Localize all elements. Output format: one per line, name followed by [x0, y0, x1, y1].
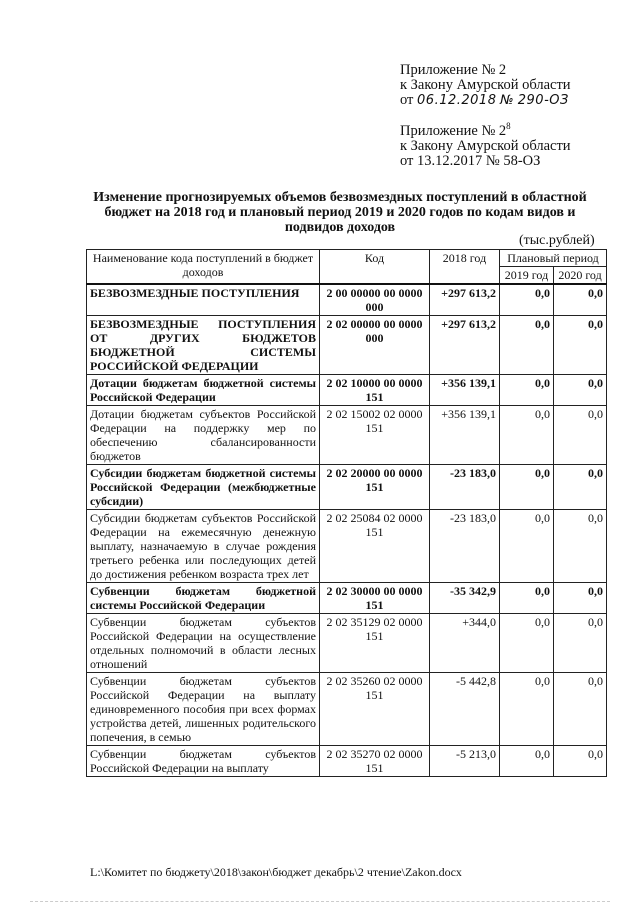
row-2018: +344,0 — [430, 614, 500, 673]
row-2019: 0,0 — [500, 406, 554, 465]
row-2020: 0,0 — [554, 465, 607, 510]
row-2018: +356 139,1 — [430, 375, 500, 406]
file-path-footer: L:\Комитет по бюджету\2018\закон\бюджет декабрь\2 чтение\Zakon.docx — [90, 865, 462, 879]
row-2018: -5 213,0 — [430, 746, 500, 777]
row-2018: +297 613,2 — [430, 284, 500, 316]
row-name: Субсидии бюджетам бюджетной системы Российской Федерации (межбюджетные субсидии) — [87, 465, 320, 510]
annex-2-law: к Закону Амурской области — [400, 77, 571, 93]
row-code: 2 02 30000 00 0000 151 — [320, 583, 430, 614]
row-2018: -23 183,0 — [430, 510, 500, 583]
row-code: 2 02 20000 00 0000 151 — [320, 465, 430, 510]
table-row — [87, 284, 607, 316]
row-2019: 0,0 — [500, 465, 554, 510]
table-row — [87, 583, 607, 614]
row-2019: 0,0 — [500, 510, 554, 583]
income-table — [86, 249, 607, 777]
annex-2-date-line — [400, 93, 571, 108]
row-2020: 0,0 — [554, 510, 607, 583]
annex-2-8-superscript: 8 — [506, 121, 511, 131]
table-row — [87, 406, 607, 465]
row-2020: 0,0 — [554, 375, 607, 406]
annex-2-date-prefix: от — [400, 92, 414, 108]
row-code: 2 00 00000 00 0000 000 — [320, 284, 430, 316]
row-2018: -35 342,9 — [430, 583, 500, 614]
row-2020: 0,0 — [554, 284, 607, 316]
row-name: Дотации бюджетам субъектов Российской Федерации на поддержку мер по обеспечению сбалансированности бюджетов — [87, 406, 320, 465]
row-name: Субвенции бюджетам субъектов Российской Федерации на осуществление отдельных полномочий в области лесных отношений — [87, 614, 320, 673]
table-row — [87, 465, 607, 510]
row-2019: 0,0 — [500, 316, 554, 375]
header-2018: 2018 год — [430, 250, 500, 285]
row-name: Субвенции бюджетам бюджетной системы Российской Федерации — [87, 583, 320, 614]
row-code: 2 02 25084 02 0000 151 — [320, 510, 430, 583]
table-row — [87, 746, 607, 777]
handwritten-number: 290-ОЗ — [517, 93, 569, 108]
row-2020: 0,0 — [554, 316, 607, 375]
annex-2-label: Приложение № 2 — [400, 62, 507, 78]
handwritten-date: 06.12.2018 — [417, 93, 497, 108]
header-2019: 2019 год — [500, 267, 554, 285]
row-2019: 0,0 — [500, 583, 554, 614]
annex-2-8-date: от 13.12.2017 № 58-ОЗ — [400, 153, 541, 169]
annex-2-8-law: к Закону Амурской области — [400, 138, 571, 154]
units-label: (тыс.рублей) — [519, 233, 595, 248]
header-plan-period: Плановый период — [500, 250, 607, 267]
row-2020: 0,0 — [554, 583, 607, 614]
row-name: Субвенции бюджетам субъектов Российской Федерации на выплату единовременного пособия при всех формах устройства детей, лишенных родительского попечения, в семью — [87, 673, 320, 746]
row-2020: 0,0 — [554, 614, 607, 673]
page-edge-divider — [30, 901, 610, 903]
row-2018: -5 442,8 — [430, 673, 500, 746]
row-2019: 0,0 — [500, 614, 554, 673]
row-code: 2 02 00000 00 0000 000 — [320, 316, 430, 375]
table-row — [87, 510, 607, 583]
document-title: Изменение прогнозируемых объемов безвозмездных поступлений в областной бюджет на 2018 год и плановый период 2019 и 2020 годов по кодам видов и подвидов доходов — [93, 190, 587, 235]
handwritten-number-sign: № — [500, 93, 515, 108]
annex-2-8-label-text: Приложение № 2 — [400, 123, 507, 139]
row-code: 2 02 35129 02 0000 151 — [320, 614, 430, 673]
annex-2-8-header — [400, 121, 571, 169]
row-name: БЕЗВОЗМЕЗДНЫЕ ПОСТУПЛЕНИЯ — [87, 284, 320, 316]
table-row — [87, 375, 607, 406]
row-name: Субсидии бюджетам субъектов Российской Федерации на ежемесячную денежную выплату, назначаемую в случае рождения третьего ребенка или последующих детей до достижения ребенком возраста трех лет — [87, 510, 320, 583]
row-2019: 0,0 — [500, 375, 554, 406]
row-code: 2 02 35270 02 0000 151 — [320, 746, 430, 777]
row-name: БЕЗВОЗМЕЗДНЫЕ ПОСТУПЛЕНИЯ ОТ ДРУГИХ БЮДЖЕТОВ БЮДЖЕТНОЙ СИСТЕМЫ РОССИЙСКОЙ ФЕДЕРАЦИИ — [87, 316, 320, 375]
row-code: 2 02 10000 00 0000 151 — [320, 375, 430, 406]
row-2019: 0,0 — [500, 673, 554, 746]
row-name: Субвенции бюджетам субъектов Российской Федерации на выплату — [87, 746, 320, 777]
row-2018: +297 613,2 — [430, 316, 500, 375]
row-2019: 0,0 — [500, 746, 554, 777]
row-2018: -23 183,0 — [430, 465, 500, 510]
table-row — [87, 673, 607, 746]
header-name: Наименование кода поступлений в бюджет доходов — [87, 250, 320, 285]
row-2018: +356 139,1 — [430, 406, 500, 465]
row-code: 2 02 15002 02 0000 151 — [320, 406, 430, 465]
table-row — [87, 316, 607, 375]
row-2020: 0,0 — [554, 746, 607, 777]
row-code: 2 02 35260 02 0000 151 — [320, 673, 430, 746]
annex-2-header — [400, 63, 571, 108]
header-2020: 2020 год — [554, 267, 607, 285]
row-2020: 0,0 — [554, 406, 607, 465]
row-2019: 0,0 — [500, 284, 554, 316]
table-row — [87, 614, 607, 673]
row-2020: 0,0 — [554, 673, 607, 746]
annex-2-8-label — [400, 121, 571, 139]
header-code: Код — [320, 250, 430, 285]
row-name: Дотации бюджетам бюджетной системы Российской Федерации — [87, 375, 320, 406]
